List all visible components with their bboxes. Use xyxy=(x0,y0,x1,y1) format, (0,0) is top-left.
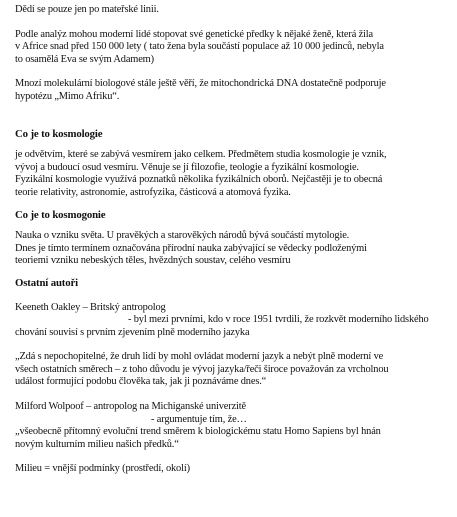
paragraph-molecular-biologists xyxy=(15,78,449,103)
paragraph-genetics xyxy=(15,29,449,67)
text-line: všech ostatních směrech – z toho důvodu je vývoj jazyka/řeči široce považován za vrcholnou xyxy=(15,363,389,375)
text-line: novým kulturním milieu našich předků.“ xyxy=(15,438,179,450)
text-line: je odvětvím, které se zabývá vesmírem jako celkem. Předmětem studia kosmologie je vznik, xyxy=(15,149,387,161)
text-line: Podle analýz mohou moderní lidé stopovat své genetické předky k nějaké ženě, která žila xyxy=(15,28,373,40)
heading-kosmogonie: Co je to kosmogonie xyxy=(15,208,106,221)
text-line: vývoj a budoucí osud vesmíru. Věnuje se jí filozofie, teologie a fyzikální kosmologie. xyxy=(15,161,359,173)
paragraph-kosmogonie xyxy=(15,230,449,268)
heading-kosmologie: Co je to kosmologie xyxy=(15,127,103,140)
author-name: Keeneth Oakley – Britský antropolog xyxy=(15,301,166,313)
text-line: chování souvisí s prvním zjevením plně moderního jazyka xyxy=(15,326,250,338)
text-line: „všeobecně přítomný evoluční trend směrem k biologickému statu Homo Sapiens byl hnán xyxy=(15,426,381,438)
paragraph-kosmologie xyxy=(15,149,449,199)
text-line: hypotézu „Mimo Afriku“. xyxy=(15,90,120,102)
milieu-definition: Milieu = vnější podmínky (prostředí, okolí) xyxy=(15,463,190,475)
author-name: Milford Wolpoof – antropolog na Michiganské univerzitě xyxy=(15,401,246,413)
quote-oakley xyxy=(15,351,449,389)
text-line: teorie relativity, astronomie, astrofyzika, částicová a atomová fyzika. xyxy=(15,186,291,198)
text-line: „Zdá s nepochopitelné, že druh lidí by mohl ovládat moderní jazyk a nebýt plně moderní ve xyxy=(15,351,384,363)
section-oakley xyxy=(15,302,449,340)
text-line: v Africe snad před 150 000 lety ( tato žena byla součástí populace až 10 000 jedinců, nebyla xyxy=(15,41,384,53)
text-line: Nauka o vzniku světa. U pravěkých a starověkých národů bývá součástí mytologie. xyxy=(15,230,350,242)
text-line: teoriemi vzniku nebeských těles, hvězdných soustav, celého vesmíru xyxy=(15,255,291,267)
text-line: Dnes je tímto termínem označována přírodní nauka zabývající se vědecky podloženými xyxy=(15,242,367,254)
text-line: - byl mezi prvními, kdo v roce 1951 tvrdili, že rozkvět moderního lidského xyxy=(128,314,429,326)
heading-ostatni-autori: Ostatní autoři xyxy=(15,276,78,289)
text-line: Fyzikální kosmologie využívá poznatků několika fyzikálních oborů. Nejčastěji je to obecná xyxy=(15,174,383,186)
text-line: Dědí se pouze jen po mateřské linii. xyxy=(15,4,159,15)
text-line: to osamělá Eva se svým Adamem) xyxy=(15,53,154,65)
section-wolpoff xyxy=(15,401,449,451)
text-line: Mnozí molekulární biologové stále ještě věří, že mitochondrická DNA dostatečně podporuje xyxy=(15,78,386,90)
text-line: událost formující podobu člověka tak, jak ji poznáváme dnes.“ xyxy=(15,376,267,388)
text-line: - argumentuje tím, že… xyxy=(151,413,247,425)
